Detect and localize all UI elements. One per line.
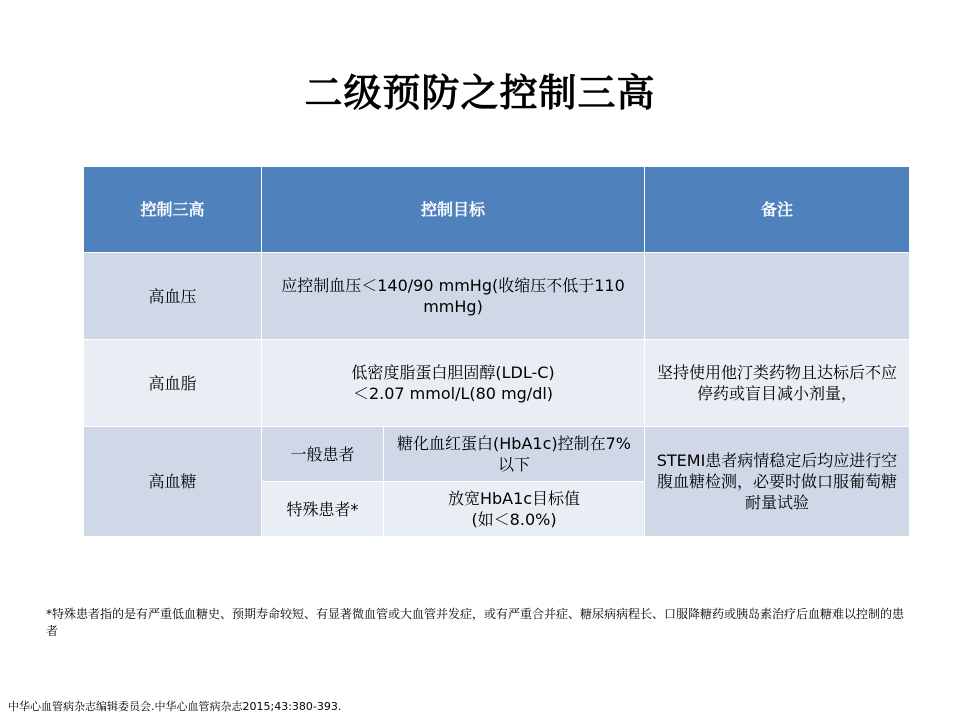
table-header-row <box>84 167 910 253</box>
row-name-hyperglycemia: 高血糖 <box>84 427 262 537</box>
remark-hypertension <box>645 253 910 340</box>
sub-label-general: 一般患者 <box>262 427 384 482</box>
target-hypertension: 应控制血压＜140/90 mmHg(收缩压不低于110 mmHg) <box>262 253 645 340</box>
target-hyperlipidemia-line2: ＜2.07 mmol/L(80 mg/dl) <box>352 384 554 403</box>
remark-hyperlipidemia: 坚持使用他汀类药物且达标后不应停药或盲目减小剂量， <box>645 340 910 427</box>
control-table <box>83 166 910 537</box>
target-hyperlipidemia <box>262 340 645 427</box>
footnote: *特殊患者指的是有严重低血糖史、预期寿命较短、有显著微血管或大血管并发症，或有严重合并症、糖尿病病程长、口服降糖药或胰岛素治疗后血糖难以控制的患者 <box>46 607 905 638</box>
table-row <box>84 427 910 482</box>
row-name-hypertension: 高血压 <box>84 253 262 340</box>
header-target: 控制目标 <box>262 167 645 253</box>
header-remark: 备注 <box>645 167 910 253</box>
target-hyperlipidemia-line1: 低密度脂蛋白胆固醇(LDL-C) <box>351 363 555 382</box>
row-name-hyperlipidemia: 高血脂 <box>84 340 262 427</box>
target-special-line2: (如＜8.0%) <box>471 510 557 529</box>
remark-hyperglycemia: STEMI患者病情稳定后均应进行空腹血糖检测，必要时做口服葡萄糖耐量试验 <box>645 427 910 537</box>
target-special-line1: 放宽HbA1c目标值 <box>447 489 581 508</box>
header-category: 控制三高 <box>84 167 262 253</box>
slide-title: 二级预防之控制三高 <box>304 71 656 115</box>
target-general: 糖化血红蛋白(HbA1c)控制在7%以下 <box>384 427 645 482</box>
sub-label-special: 特殊患者* <box>262 482 384 537</box>
table-row <box>84 253 910 340</box>
target-special <box>384 482 645 537</box>
table-row <box>84 340 910 427</box>
source-citation: 中华心血管病杂志编辑委员会.中华心血管病杂志2015;43:380-393. <box>8 700 342 713</box>
